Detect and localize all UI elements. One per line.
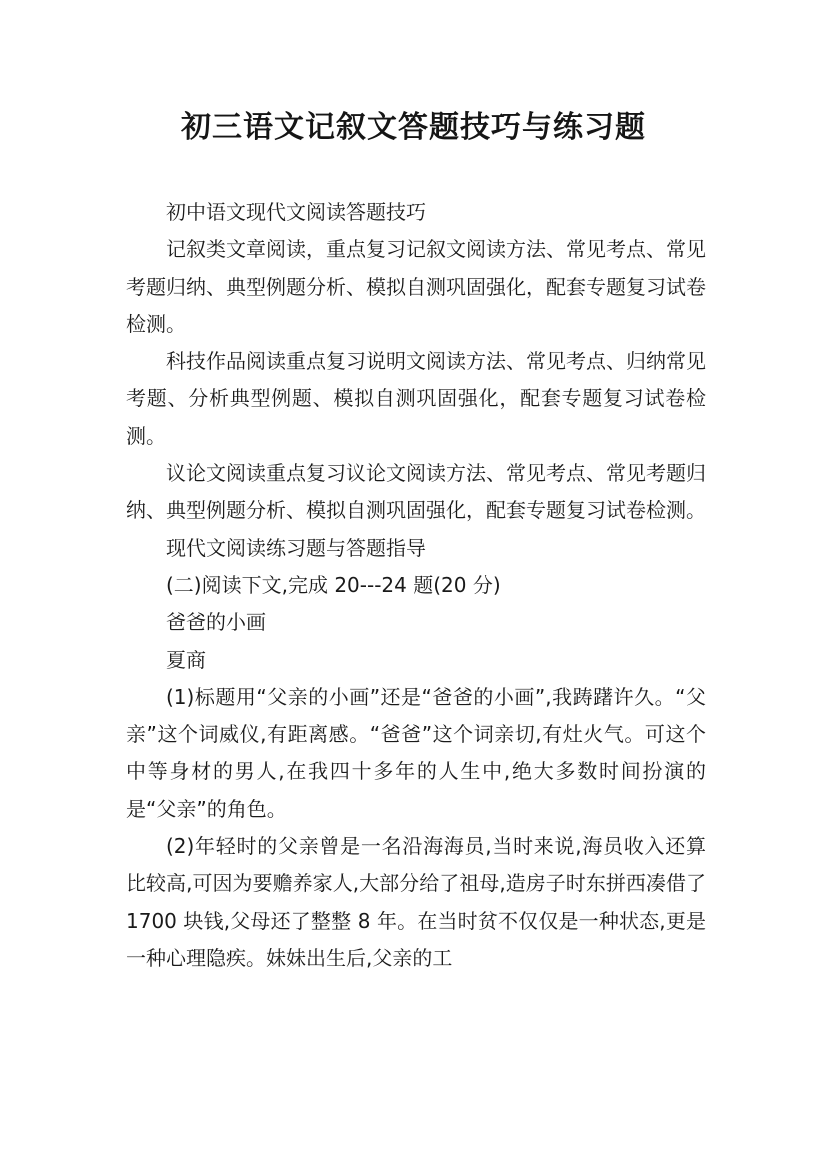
document-title: 初三语文记叙文答题技巧与练习题 (181, 110, 646, 145)
paragraph-argumentative-reading: 议论文阅读重点复习议论文阅读方法、常见考点、常见考题归纳、典型例题分析、模拟自测巩固强化，配套专题复习试卷检测。 (126, 461, 706, 523)
paragraph-article-2: (2)年轻时的父亲曾是一名沿海海员,当时来说,海员收入还算比较高,可因为要赡养家人,大部分给了祖母,造房子时东拼西凑借了 1700 块钱,父母还了整整 8 年。在当时贫不仅仅是一种状态,更是一种心理隐疾。妹妹出生后,父亲的工 (126, 834, 706, 970)
paragraph-article-1: (1)标题用“父亲的小画”还是“爸爸的小画”,我踌躇许久。“父亲”这个词威仪,有距离感。“爸爸”这个词亲切,有灶火气。可这个中等身材的男人,在我四十多年的人生中,绝大多数时间扮演的是“父亲”的角色。 (126, 684, 706, 821)
paragraph-exercise-heading: 现代文阅读练习题与答题指导 (166, 535, 426, 560)
paragraph-exercise-instruction: (二)阅读下文,完成 20---24 题(20 分) (166, 572, 501, 597)
paragraph-section-heading: 初中语文现代文阅读答题技巧 (166, 200, 426, 224)
paragraph-narrative-reading: 记叙类文章阅读，重点复习记叙文阅读方法、常见考点、常见考题归纳、典型例题分析、模拟自测巩固强化，配套专题复习试卷检测。 (126, 237, 706, 336)
paragraph-science-reading: 科技作品阅读重点复习说明文阅读方法、常见考点、归纳常见考题、分析典型例题、模拟自测巩固强化，配套专题复习试卷检测。 (126, 349, 706, 448)
document-body (126, 194, 706, 977)
paragraph-article-title: 爸爸的小画 (166, 610, 266, 635)
paragraph-article-author: 夏商 (166, 647, 206, 672)
